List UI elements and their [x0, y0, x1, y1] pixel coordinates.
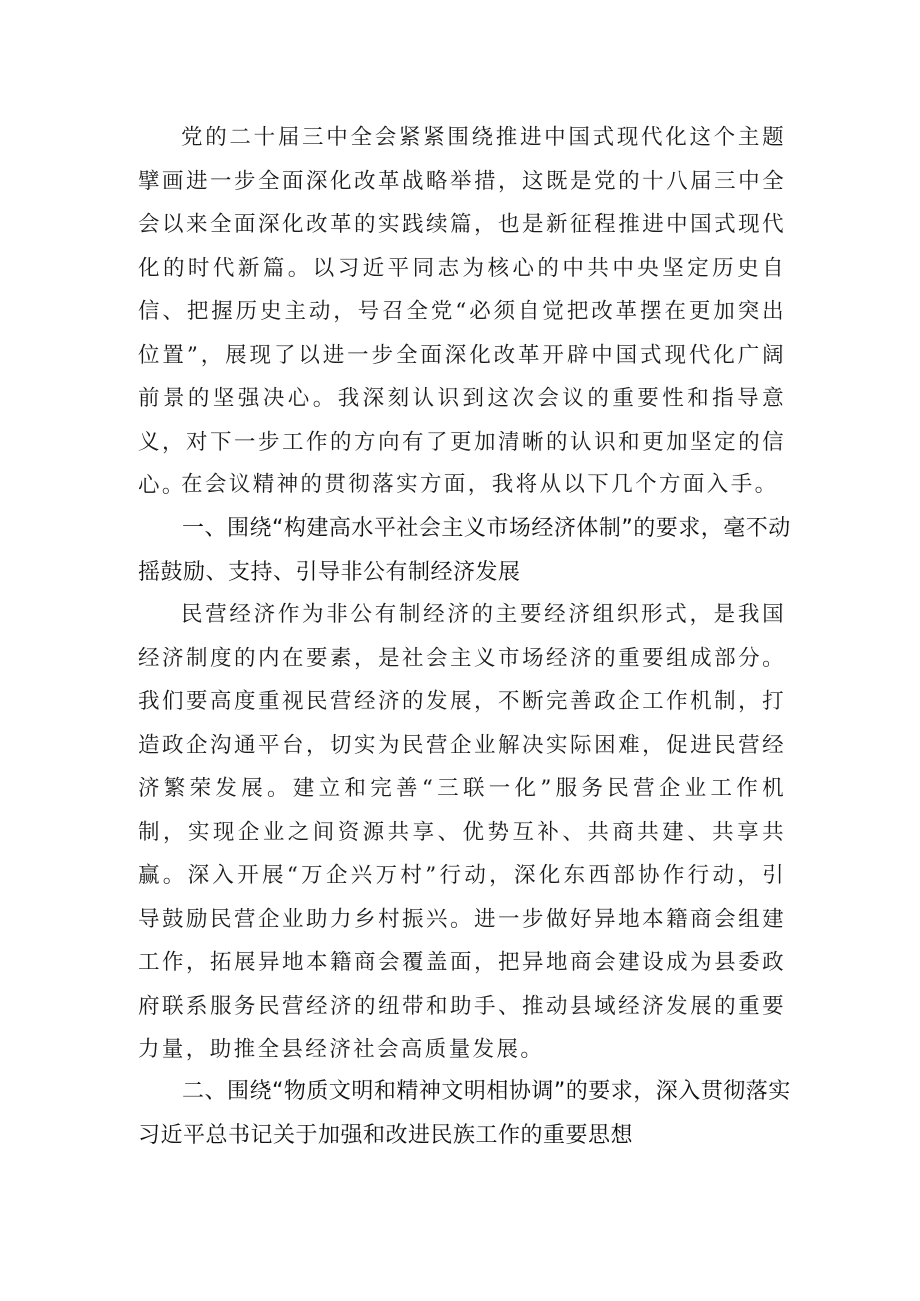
- intro-paragraph: 党的二十届三中全会紧紧围绕推进中国式现代化这个主题擘画进一步全面深化改革战略举措，这既是党的十八届三中全会以来全面深化改革的实践续篇，也是新征程推进中国式现代化的时代新篇。以习近平同志为核心的中共中央坚定历史自信、把握历史主动，号召全党“必须自觉把改革摆在更加突出位置”，展现了以进一步全面深化改革开辟中国式现代化广阔前景的坚强决心。我深刻认识到这次会议的重要性和指导意义，对下一步工作的方向有了更加清晰的认识和更加坚定的信心。: [138, 125, 786, 498]
- transition-paragraph: 在会议精神的贯彻落实方面，我将从以下几个方面入手。: [181, 472, 779, 497]
- section-1-body-paragraph: 民营经济作为非公有制经济的主要经济组织形式，是我国经济制度的内在要素，是社会主义市场经济的重要组成部分。我们要高度重视民营经济的发展，不断完善政企工作机制，打造政企沟通平台，切实为民营企业解决实际困难，促进民营经济繁荣发展。建立和完善“三联一化”服务民营企业工作机制，实现企业之间资源共享、优势互补、共商共建、共享共赢。深入开展“万企兴万村”行动，深化东西部协作行动，引导鼓励民营企业助力乡村振兴。进一步做好异地本籍商会组建工作，拓展异地本籍商会覆盖面，把异地商会建设成为县委政府联系服务民营经济的纽带和助手、推动县域经济发展的重要力量，助推全县经济社会高质量发展。: [138, 602, 786, 1062]
- section-heading-1: 一、围绕“构建高水平社会主义市场经济体制”的要求，毫不动摇鼓励、支持、引导非公有制经济发展: [138, 516, 791, 585]
- section-heading-2: 二、围绕“物质文明和精神文明相协调”的要求，深入贯彻落实习近平总书记关于加强和改进民族工作的重要思想: [138, 1079, 791, 1148]
